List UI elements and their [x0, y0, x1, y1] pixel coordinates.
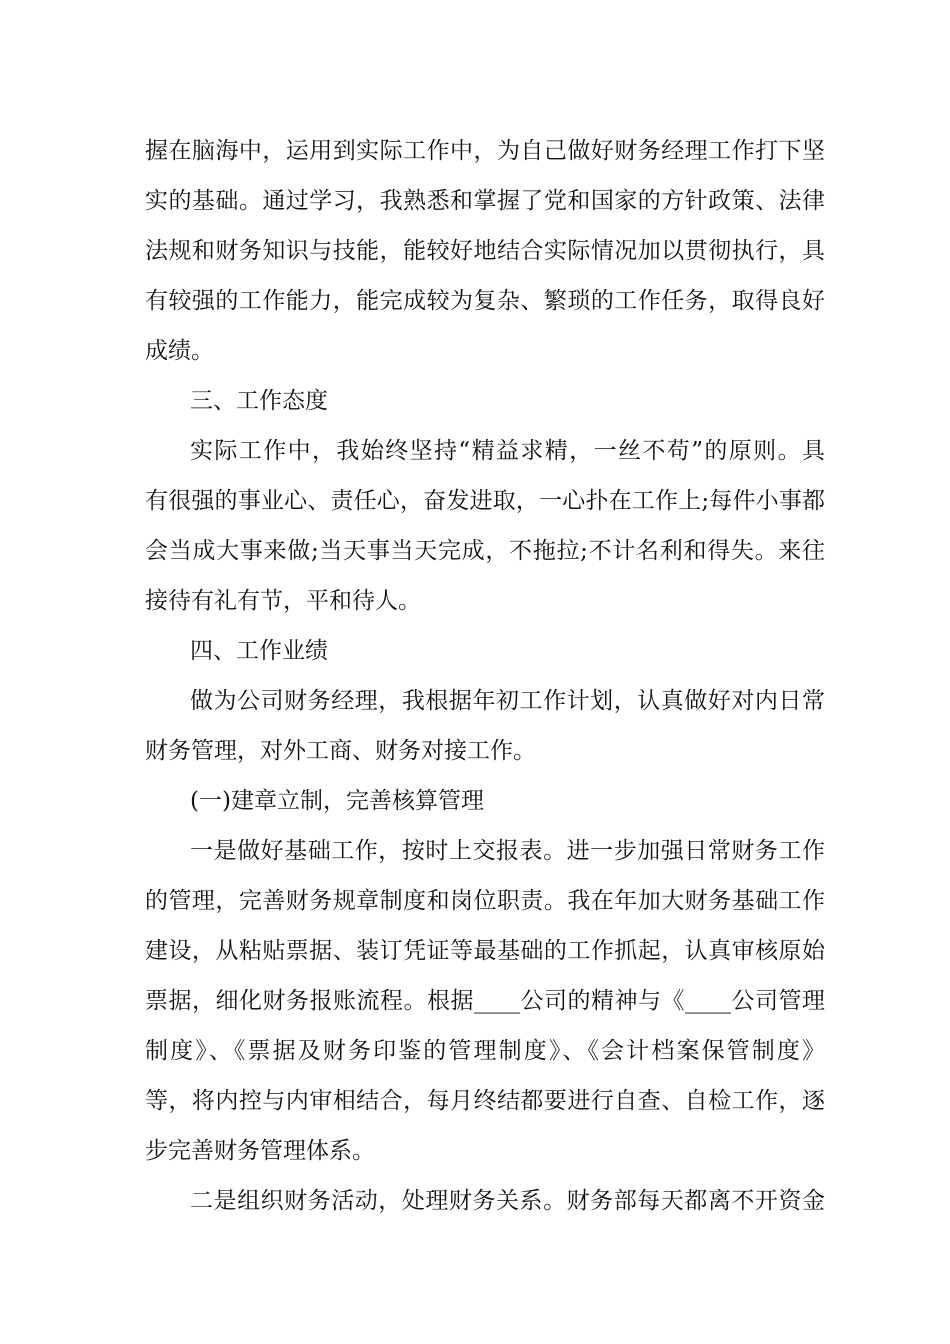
body-text-line: 有很强的事业心、责任心，奋发进取，一心扑在工作上;每件小事都 [145, 488, 825, 514]
body-text-line: 成绩。 [145, 338, 214, 364]
body-text-line: 有较强的工作能力，能完成较为复杂、繁琐的工作任务，取得良好 [145, 288, 825, 314]
body-text-line: 的管理，完善财务规章制度和岗位职责。我在年加大财务基础工作 [145, 888, 825, 914]
body-text-line: 步完善财务管理体系。 [145, 1138, 375, 1164]
body-text-line: 接待有礼有节，平和待人。 [145, 588, 421, 614]
body-text-line: 等，将内控与内审相结合，每月终结都要进行自查、自检工作，逐 [145, 1088, 825, 1114]
body-text-line: 财务管理，对外工商、财务对接工作。 [145, 738, 536, 764]
body-text-line: 制度》、《票据及财务印鉴的管理制度》、《会计档案保管制度》 [145, 1038, 825, 1064]
subsection-heading: (一)建章立制，完善核算管理 [190, 788, 484, 814]
body-text-line: 做为公司财务经理，我根据年初工作计划，认真做好对内日常 [190, 688, 825, 714]
body-text-line: 票据，细化财务报账流程。根据____公司的精神与《____公司管理 [145, 988, 825, 1014]
section-heading: 四、工作业绩 [190, 638, 328, 664]
body-text-line: 会当成大事来做;当天事当天完成，不拖拉;不计名利和得失。来往 [145, 538, 825, 564]
body-text-line: 实的基础。通过学习，我熟悉和掌握了党和国家的方针政策、法律 [145, 188, 825, 214]
body-text-line: 二是组织财务活动，处理财务关系。财务部每天都离不开资金 [190, 1188, 825, 1214]
body-text-line: 建设，从粘贴票据、装订凭证等最基础的工作抓起，认真审核原始 [145, 938, 825, 964]
body-text-line: 法规和财务知识与技能，能较好地结合实际情况加以贯彻执行，具 [145, 238, 825, 264]
body-text-line: 实际工作中，我始终坚持“精益求精，一丝不苟”的原则。具 [190, 438, 825, 464]
body-text-line: 握在脑海中，运用到实际工作中，为自己做好财务经理工作打下坚 [145, 138, 825, 164]
section-heading: 三、工作态度 [190, 388, 328, 414]
body-text-line: 一是做好基础工作，按时上交报表。进一步加强日常财务工作 [190, 838, 825, 864]
